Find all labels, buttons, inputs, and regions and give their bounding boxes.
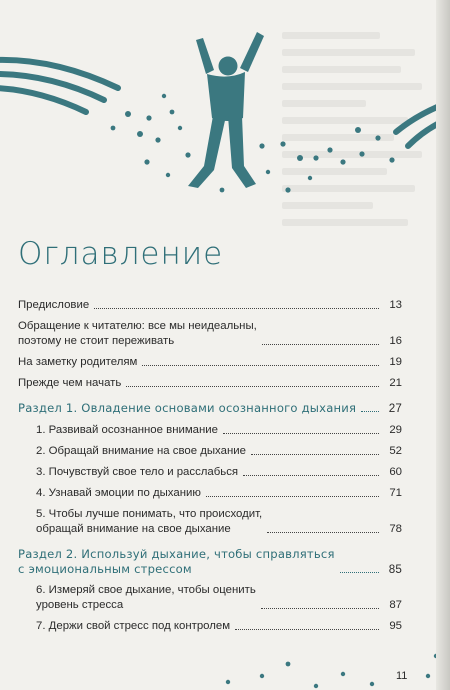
toc-page-number: 19: [389, 356, 402, 368]
toc-page-number: 60: [389, 466, 402, 478]
toc-entry[interactable]: [18, 355, 402, 370]
table-of-contents: [18, 298, 402, 634]
toc-entry-title: 2. Обращай внимание на свое дыхание: [36, 445, 246, 457]
page-edge-shadow: [436, 0, 450, 690]
toc-page-number: 71: [389, 487, 402, 499]
toc-entry[interactable]: [18, 507, 402, 537]
dot-leader: [267, 532, 379, 533]
toc-page-number: 16: [389, 335, 402, 347]
toc-page-number: 78: [389, 523, 402, 535]
dot-leader: [206, 496, 379, 497]
toc-entry[interactable]: [18, 319, 402, 349]
toc-entry-title: На заметку родителям: [18, 356, 138, 368]
toc-entry-title: Предисловие: [18, 299, 90, 311]
toc-entry[interactable]: [18, 423, 402, 438]
toc-section[interactable]: [18, 401, 402, 416]
toc-page-number: 27: [388, 402, 402, 415]
toc-entry-title: 6. Измеряй свое дыхание, чтобы оценить уровень стресса: [36, 584, 256, 611]
page-number: 11: [396, 670, 408, 682]
toc-entry[interactable]: [18, 619, 402, 634]
swoosh-lines-left: [0, 60, 118, 112]
toc-entry-title: 3. Почувствуй свое тело и расслабься: [36, 466, 239, 478]
dot-leader: [235, 629, 379, 630]
toc-entry-title: Обращение к читателю: все мы неидеальны, поэтому не стоит переживать: [18, 320, 257, 347]
toc-page-number: 87: [389, 599, 402, 611]
dot-leader: [261, 608, 379, 609]
jumping-person-silhouette: [188, 32, 264, 188]
toc-section[interactable]: [18, 547, 402, 577]
toc-section-title: Раздел 2. Используй дыхание, чтобы справляться с эмоциональным стрессом: [18, 547, 335, 576]
toc-entry[interactable]: [18, 583, 402, 613]
dot-leader: [126, 386, 379, 387]
toc-entry-title: 4. Узнавай эмоции по дыханию: [36, 487, 201, 499]
toc-page-number: 85: [388, 563, 402, 576]
toc-entry[interactable]: [18, 444, 402, 459]
toc-entry-title: Прежде чем начать: [18, 377, 122, 389]
toc-entry[interactable]: [18, 298, 402, 313]
toc-entry[interactable]: [18, 465, 402, 480]
dot-leader: [94, 308, 379, 309]
toc-entry-title: 1. Развивай осознанное внимание: [36, 424, 218, 436]
page-title: Оглавление: [18, 236, 224, 272]
scattered-dots: [111, 94, 395, 193]
toc-entry[interactable]: [18, 486, 402, 501]
toc-page-number: 95: [389, 620, 402, 632]
toc-section-title: Раздел 1. Овладение основами осознанного дыхания: [18, 401, 357, 415]
toc-page-number: 52: [389, 445, 402, 457]
dot-leader: [142, 365, 379, 366]
toc-entry[interactable]: [18, 376, 402, 391]
dot-leader: [262, 344, 379, 345]
toc-entry-title: 5. Чтобы лучше понимать, что происходит, обращай внимание на свое дыхание: [36, 508, 263, 535]
toc-entry-title: 7. Держи свой стресс под контролем: [36, 620, 231, 632]
toc-page-number: 21: [389, 377, 402, 389]
dot-leader: [340, 572, 379, 573]
dot-leader: [223, 433, 379, 434]
dot-leader: [251, 454, 379, 455]
dot-leader: [243, 475, 379, 476]
toc-page-number: 13: [389, 299, 402, 311]
toc-page-number: 29: [389, 424, 402, 436]
dot-leader: [361, 411, 379, 412]
